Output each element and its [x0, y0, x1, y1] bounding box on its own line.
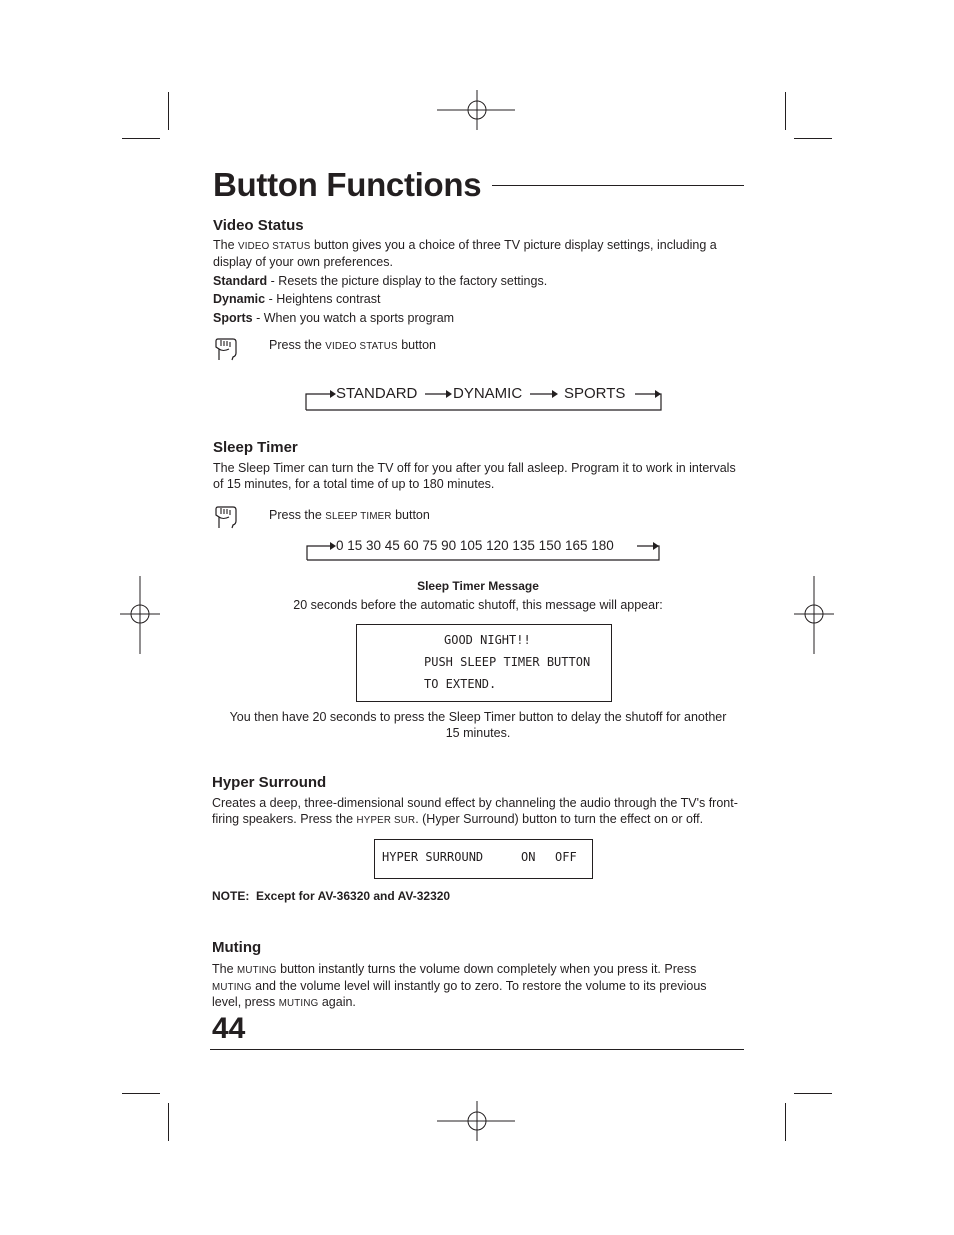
sleep-timer-heading: Sleep Timer — [213, 439, 298, 456]
registration-mark-icon — [437, 1101, 517, 1141]
sleep-timer-message-heading: Sleep Timer Message — [417, 579, 539, 593]
crop-mark — [122, 1093, 160, 1094]
crop-mark — [785, 92, 786, 130]
hyper-surround-intro: Creates a deep, three-dimensional sound effect by channeling the audio through the TV's front-firing speakers. Press the HYPER SUR. (Hyper Surround) button to turn the effect on or off. — [212, 796, 738, 826]
sleep-timer-press: Press the SLEEP TIMER button — [269, 508, 430, 522]
sleep-timer-screen — [356, 624, 612, 702]
video-status-heading: Video Status — [213, 217, 304, 234]
muting-body: The MUTING button instantly turns the volume down completely when you press it. Press MUTING and the volume level will instantly go to zero. To restore the volume to its previous level, press MUTING again. — [212, 962, 707, 1009]
crop-mark — [794, 138, 832, 139]
hyper-surround-heading: Hyper Surround — [212, 774, 327, 791]
title-rule — [492, 185, 744, 186]
sequence-sports: SPORTS — [564, 385, 626, 402]
page-number: 44 — [212, 1012, 246, 1045]
hyper-surround-screen — [374, 839, 593, 879]
registration-mark-icon — [437, 90, 517, 130]
hyper-surround-screen-label: HYPER SURROUND — [382, 850, 484, 864]
video-status-intro: The VIDEO STATUS button gives you a choice of three TV picture display settings, including a display of your own preferences. — [213, 238, 717, 269]
crop-mark — [168, 1103, 169, 1141]
footer-rule — [210, 1049, 744, 1050]
crop-mark — [794, 1093, 832, 1094]
screen-line: GOOD NIGHT!! — [444, 633, 531, 647]
crop-mark — [168, 92, 169, 130]
sleep-timer-intro: The Sleep Timer can turn the TV off for you after you fall asleep. Program it to work in intervals of 15 minutes, for a total time of up to 180 minutes. — [213, 461, 736, 491]
muting-heading: Muting — [212, 939, 262, 956]
sequence-standard: STANDARD — [336, 385, 418, 402]
option-standard: Standard - Resets the picture display to the factory settings. — [213, 274, 548, 288]
hand-press-icon — [213, 336, 239, 362]
hand-press-icon — [213, 504, 239, 530]
crop-mark — [122, 138, 160, 139]
crop-mark — [785, 1103, 786, 1141]
page-title: Button Functions — [213, 166, 482, 203]
option-sports: Sports - When you watch a sports program — [213, 311, 455, 325]
hyper-surround-screen-off: OFF — [555, 850, 577, 864]
sleep-timer-message-intro: 20 seconds before the automatic shutoff, this message will appear: — [293, 598, 663, 612]
registration-mark-icon — [120, 576, 160, 654]
sleep-timer-after: You then have 20 seconds to press the Sleep Timer button to delay the shutoff for another 15 minutes. — [229, 710, 727, 740]
screen-line: PUSH SLEEP TIMER BUTTON — [424, 655, 591, 669]
video-status-press: Press the VIDEO STATUS button — [269, 338, 436, 352]
hyper-surround-screen-on: ON — [521, 850, 536, 864]
option-dynamic: Dynamic - Heightens contrast — [213, 292, 381, 306]
screen-line: TO EXTEND. — [424, 677, 497, 691]
sequence-dynamic: DYNAMIC — [453, 385, 523, 402]
sleep-timer-sequence: 0 15 30 45 60 75 90 105 120 135 150 165 180 — [336, 538, 614, 553]
registration-mark-icon — [794, 576, 834, 654]
hyper-surround-note: NOTE: Except for AV-36320 and AV-32320 — [212, 889, 451, 903]
